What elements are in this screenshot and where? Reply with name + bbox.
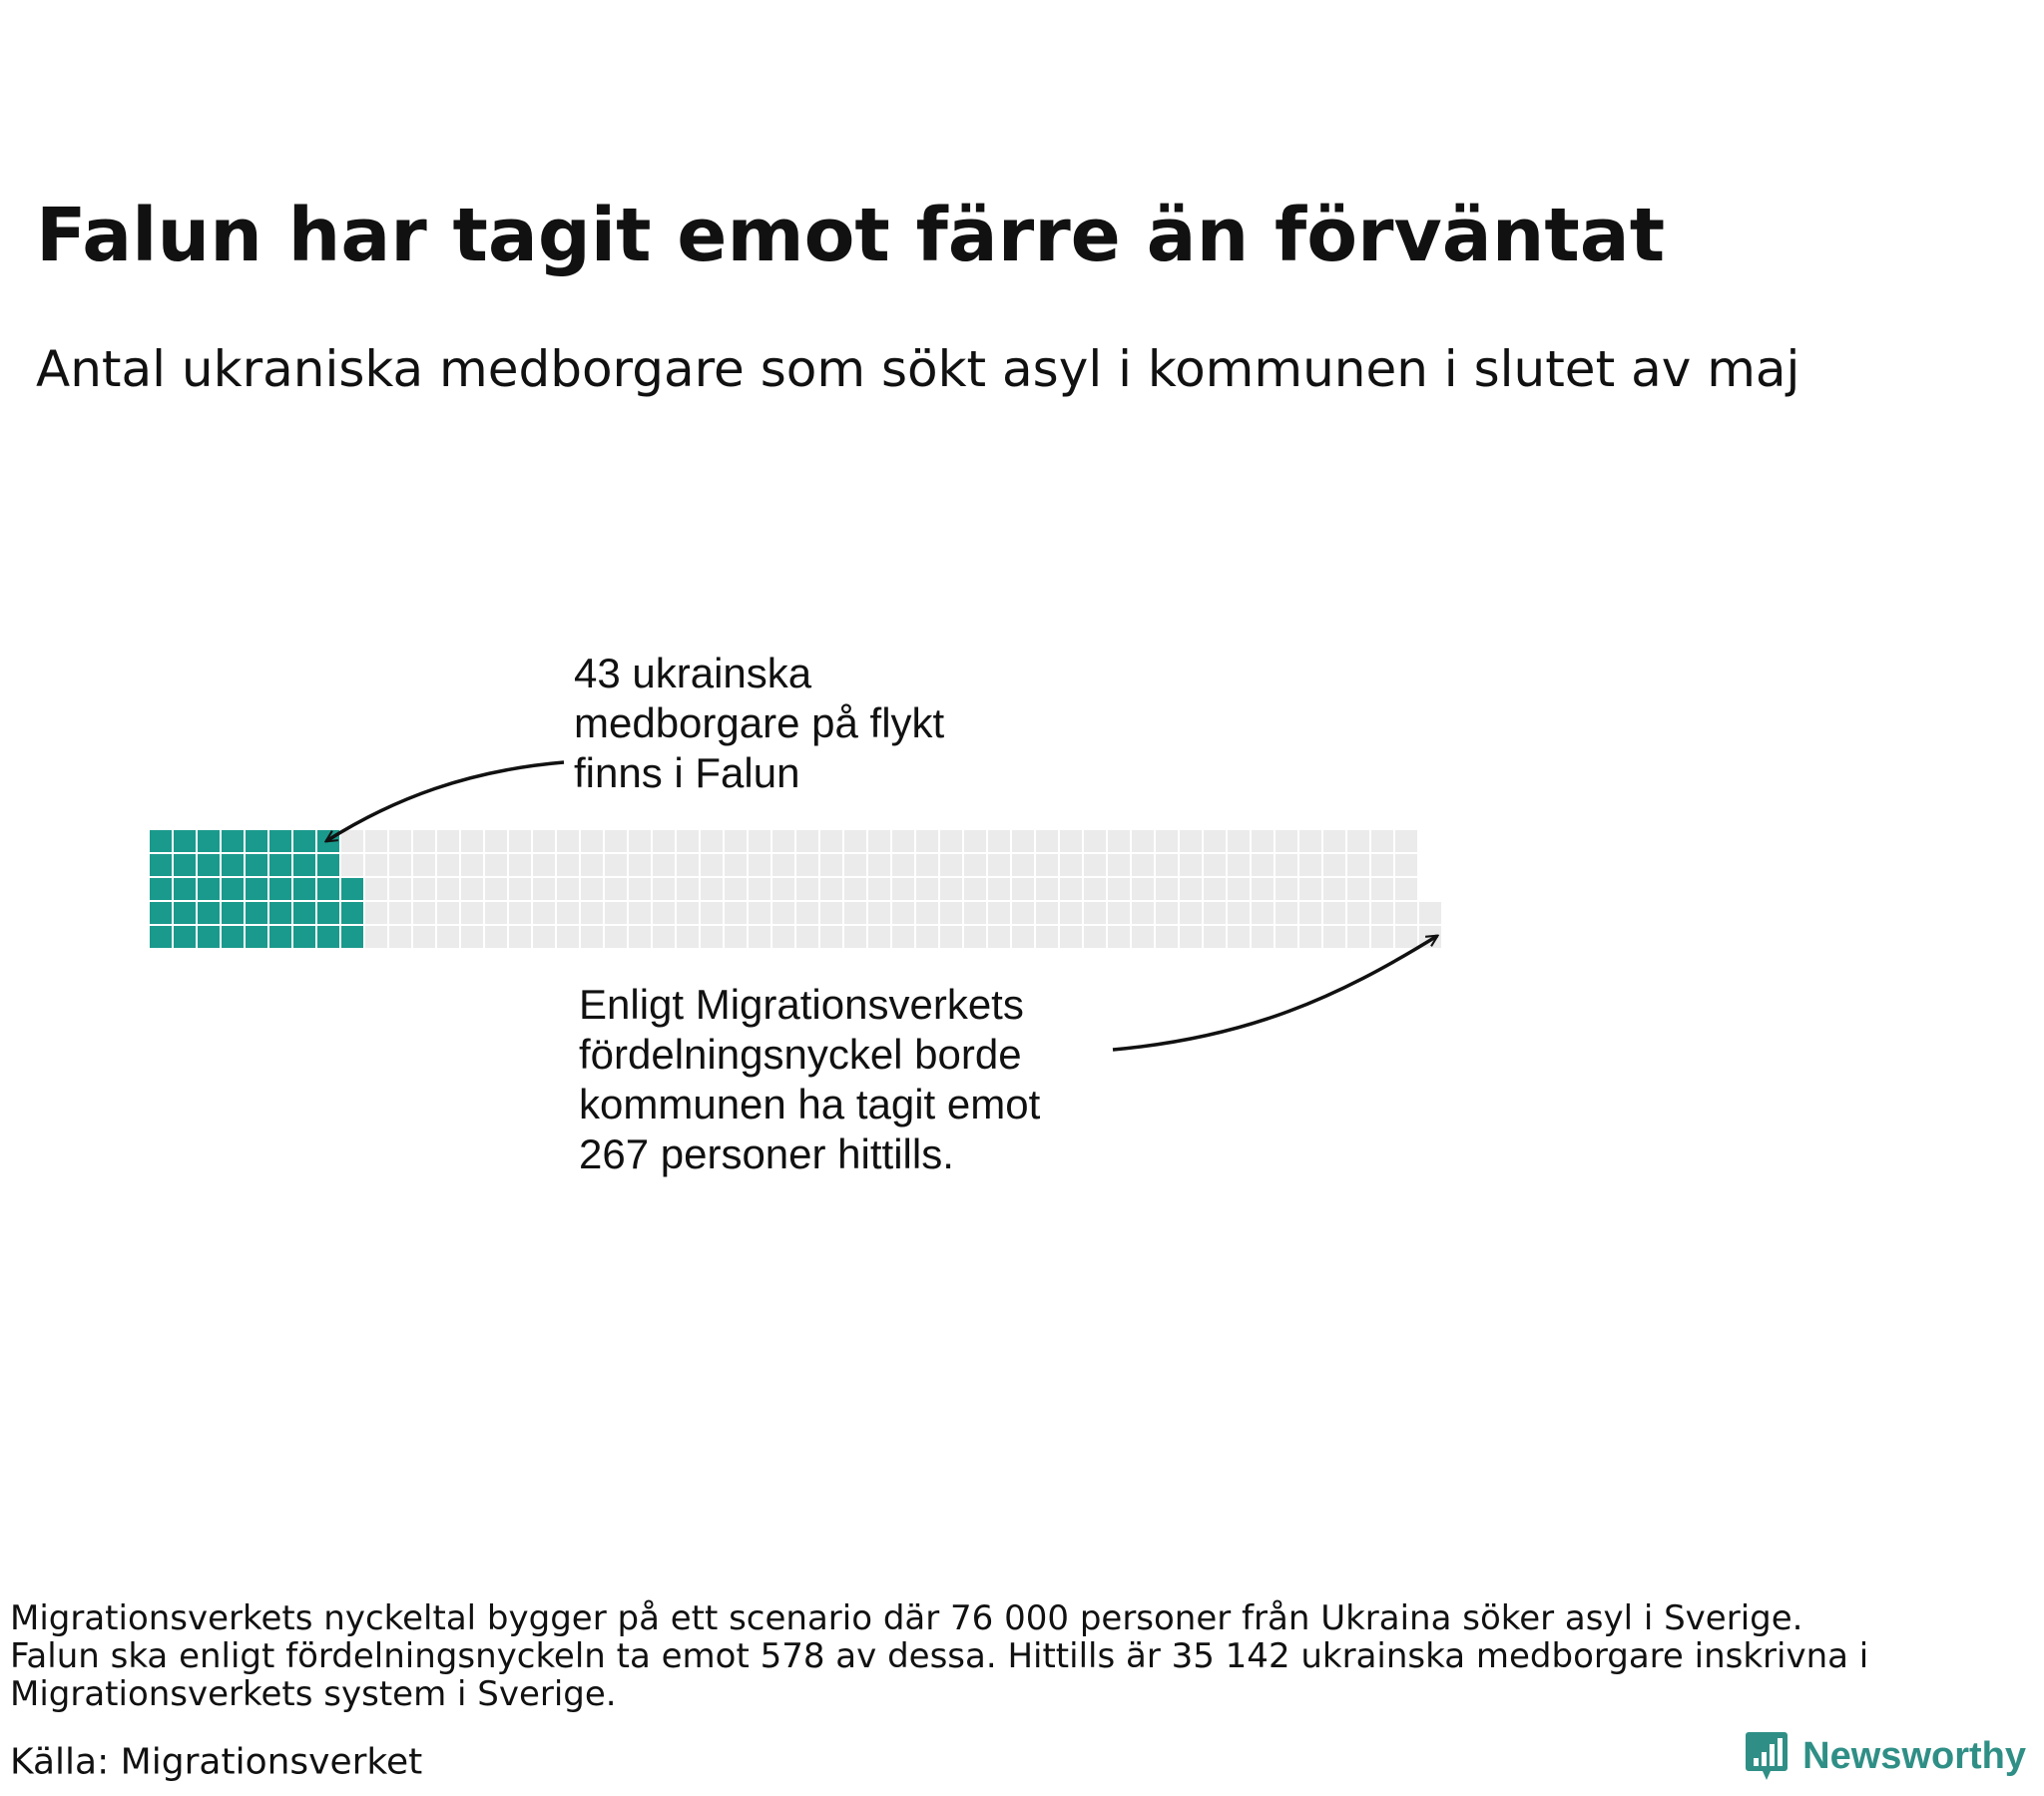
waffle-cell-remaining: [1299, 902, 1321, 924]
waffle-cell-actual: [269, 926, 291, 948]
waffle-cell-remaining: [1347, 878, 1369, 900]
waffle-cell-remaining: [509, 878, 531, 900]
waffle-cell-remaining: [916, 902, 938, 924]
waffle-cell-remaining: [629, 926, 651, 948]
waffle-cell-remaining: [605, 926, 627, 948]
waffle-cell-remaining: [389, 902, 411, 924]
waffle-cell-remaining: [701, 878, 723, 900]
waffle-cells: [150, 830, 1441, 948]
waffle-cell-actual: [222, 902, 244, 924]
waffle-cell-remaining: [1395, 926, 1417, 948]
waffle-cell-remaining: [1204, 902, 1226, 924]
waffle-cell-remaining: [892, 902, 914, 924]
waffle-cell-remaining: [533, 902, 555, 924]
waffle-cell-remaining: [844, 854, 866, 876]
waffle-cell-remaining: [1156, 854, 1178, 876]
waffle-cell-remaining: [1156, 902, 1178, 924]
waffle-cell-remaining: [868, 830, 890, 852]
waffle-cell-remaining: [581, 926, 603, 948]
waffle-cell-remaining: [413, 854, 435, 876]
waffle-cell-remaining: [1084, 878, 1106, 900]
waffle-cell-remaining: [557, 878, 579, 900]
waffle-cell-remaining: [772, 926, 794, 948]
source-note: Källa: Migrationsverket: [10, 1741, 423, 1783]
waffle-cell-actual: [269, 902, 291, 924]
waffle-cell-remaining: [725, 926, 747, 948]
waffle-cell-actual: [317, 854, 339, 876]
waffle-cell-remaining: [653, 830, 675, 852]
waffle-cell-remaining: [701, 926, 723, 948]
waffle-cell-remaining: [964, 926, 986, 948]
annotation-line: 43 ukrainska: [574, 650, 812, 696]
waffle-cell-remaining: [389, 926, 411, 948]
waffle-cell-remaining: [581, 902, 603, 924]
waffle-cell-actual: [150, 878, 172, 900]
waffle-cell-remaining: [1180, 926, 1202, 948]
waffle-cell-actual: [246, 878, 267, 900]
waffle-cell-remaining: [341, 830, 363, 852]
waffle-cell-remaining: [461, 878, 483, 900]
waffle-cell-remaining: [940, 878, 962, 900]
waffle-cell-remaining: [1108, 854, 1130, 876]
waffle-cell-actual: [246, 926, 267, 948]
waffle-cell-remaining: [485, 830, 507, 852]
waffle-cell-remaining: [1204, 878, 1226, 900]
waffle-cell-remaining: [1419, 902, 1441, 924]
waffle-cell-remaining: [1012, 926, 1034, 948]
waffle-cell-remaining: [1036, 878, 1058, 900]
waffle-cell-remaining: [1252, 854, 1274, 876]
waffle-cell-remaining: [1036, 926, 1058, 948]
brand-logo: [1745, 1730, 2026, 1782]
waffle-cell-remaining: [365, 830, 387, 852]
waffle-cell-remaining: [1132, 926, 1154, 948]
waffle-cell-remaining: [820, 854, 842, 876]
waffle-cell-remaining: [1012, 830, 1034, 852]
waffle-cell-actual: [341, 878, 363, 900]
waffle-cell-remaining: [1323, 830, 1345, 852]
waffle-cell-remaining: [437, 902, 459, 924]
waffle-cell-remaining: [1060, 926, 1082, 948]
waffle-cell-remaining: [1276, 854, 1297, 876]
waffle-cell-remaining: [485, 878, 507, 900]
waffle-cell-remaining: [772, 902, 794, 924]
waffle-cell-remaining: [1156, 926, 1178, 948]
waffle-cell-actual: [150, 926, 172, 948]
waffle-cell-remaining: [868, 902, 890, 924]
waffle-cell-remaining: [1371, 878, 1393, 900]
waffle-cell-remaining: [1276, 830, 1297, 852]
waffle-cell-actual: [198, 854, 220, 876]
waffle-cell-actual: [246, 902, 267, 924]
waffle-cell-actual: [317, 926, 339, 948]
waffle-cell-actual: [317, 902, 339, 924]
waffle-cell-remaining: [988, 854, 1010, 876]
waffle-cell-remaining: [1347, 926, 1369, 948]
annotation-line: finns i Falun: [574, 749, 800, 796]
waffle-cell-remaining: [1347, 830, 1369, 852]
waffle-cell-remaining: [1084, 854, 1106, 876]
waffle-cell-remaining: [581, 878, 603, 900]
waffle-cell-remaining: [1036, 854, 1058, 876]
waffle-cell-remaining: [725, 878, 747, 900]
waffle-cell-remaining: [677, 854, 699, 876]
waffle-cell-remaining: [940, 830, 962, 852]
annotation-actual: [574, 649, 944, 798]
waffle-cell-remaining: [1252, 878, 1274, 900]
waffle-cell-actual: [341, 926, 363, 948]
waffle-cell-remaining: [772, 878, 794, 900]
waffle-cell-remaining: [629, 830, 651, 852]
chart-subtitle: Antal ukraniska medborgare som sökt asyl i kommunen i slutet av maj: [36, 340, 1800, 398]
annotation-line: 267 personer hittills.: [579, 1130, 954, 1177]
waffle-cell-remaining: [868, 878, 890, 900]
waffle-cell-remaining: [1252, 830, 1274, 852]
waffle-cell-remaining: [1395, 878, 1417, 900]
waffle-cell-actual: [198, 830, 220, 852]
waffle-cell-actual: [222, 854, 244, 876]
waffle-cell-remaining: [772, 854, 794, 876]
waffle-cell-actual: [317, 878, 339, 900]
waffle-cell-remaining: [749, 830, 770, 852]
waffle-cell-remaining: [461, 830, 483, 852]
waffle-cell-remaining: [509, 854, 531, 876]
waffle-cell-remaining: [820, 878, 842, 900]
waffle-cell-remaining: [892, 854, 914, 876]
waffle-cell-remaining: [461, 902, 483, 924]
waffle-cell-remaining: [1060, 878, 1082, 900]
waffle-cell-remaining: [892, 878, 914, 900]
waffle-cell-remaining: [988, 878, 1010, 900]
waffle-cell-remaining: [1395, 830, 1417, 852]
waffle-cell-remaining: [389, 830, 411, 852]
waffle-cell-actual: [174, 926, 196, 948]
waffle-cell-remaining: [868, 926, 890, 948]
waffle-cell-remaining: [988, 902, 1010, 924]
waffle-cell-remaining: [437, 878, 459, 900]
waffle-cell-remaining: [1204, 830, 1226, 852]
waffle-cell-remaining: [749, 926, 770, 948]
waffle-cell-remaining: [1228, 854, 1250, 876]
waffle-cell-remaining: [701, 854, 723, 876]
waffle-cell-remaining: [1204, 926, 1226, 948]
waffle-cell-remaining: [653, 854, 675, 876]
waffle-cell-remaining: [605, 878, 627, 900]
annotation-line: kommunen ha tagit emot: [579, 1081, 1041, 1127]
waffle-cell-remaining: [1084, 926, 1106, 948]
waffle-cell-remaining: [437, 830, 459, 852]
waffle-cell-remaining: [437, 854, 459, 876]
waffle-cell-remaining: [1180, 902, 1202, 924]
waffle-cell-remaining: [725, 830, 747, 852]
annotation-line: Enligt Migrationsverkets: [579, 981, 1024, 1028]
waffle-cell-remaining: [365, 902, 387, 924]
waffle-cell-remaining: [701, 830, 723, 852]
waffle-cell-remaining: [1012, 902, 1034, 924]
waffle-cell-remaining: [1371, 902, 1393, 924]
waffle-cell-remaining: [1108, 926, 1130, 948]
waffle-cell-remaining: [533, 926, 555, 948]
waffle-cell-remaining: [964, 854, 986, 876]
waffle-cell-remaining: [1323, 926, 1345, 948]
waffle-cell-remaining: [365, 878, 387, 900]
waffle-cell-remaining: [485, 926, 507, 948]
waffle-cell-remaining: [1132, 854, 1154, 876]
waffle-cell-remaining: [1276, 902, 1297, 924]
waffle-cell-remaining: [940, 902, 962, 924]
waffle-cell-actual: [174, 854, 196, 876]
waffle-cell-remaining: [1371, 854, 1393, 876]
waffle-cell-remaining: [485, 902, 507, 924]
chart-title: Falun har tagit emot färre än förväntat: [36, 193, 1666, 278]
waffle-cell-actual: [150, 830, 172, 852]
waffle-cell-remaining: [964, 902, 986, 924]
brand-name: Newsworthy: [1802, 1734, 2026, 1777]
waffle-cell-actual: [246, 830, 267, 852]
waffle-cell-remaining: [341, 854, 363, 876]
waffle-cell-remaining: [1323, 878, 1345, 900]
waffle-cell-remaining: [1228, 902, 1250, 924]
waffle-cell-remaining: [988, 830, 1010, 852]
waffle-cell-remaining: [1371, 830, 1393, 852]
waffle-cell-remaining: [485, 854, 507, 876]
waffle-cell-remaining: [365, 854, 387, 876]
waffle-cell-remaining: [1299, 830, 1321, 852]
waffle-cell-remaining: [820, 830, 842, 852]
waffle-cell-remaining: [413, 878, 435, 900]
waffle-cell-remaining: [796, 926, 818, 948]
waffle-cell-remaining: [796, 854, 818, 876]
waffle-cell-remaining: [1132, 830, 1154, 852]
waffle-cell-remaining: [1252, 902, 1274, 924]
waffle-cell-remaining: [1228, 830, 1250, 852]
waffle-cell-remaining: [677, 902, 699, 924]
footnote: [10, 1599, 2026, 1713]
waffle-cell-remaining: [1276, 926, 1297, 948]
waffle-cell-remaining: [1347, 854, 1369, 876]
waffle-cell-remaining: [940, 926, 962, 948]
waffle-cell-remaining: [1084, 902, 1106, 924]
waffle-cell-remaining: [533, 878, 555, 900]
waffle-cell-remaining: [940, 854, 962, 876]
waffle-cell-remaining: [868, 854, 890, 876]
waffle-cell-actual: [222, 830, 244, 852]
waffle-cell-remaining: [1180, 830, 1202, 852]
waffle-cell-remaining: [1036, 830, 1058, 852]
waffle-cell-actual: [198, 926, 220, 948]
waffle-cell-actual: [222, 926, 244, 948]
waffle-cell-remaining: [796, 830, 818, 852]
waffle-cell-remaining: [677, 926, 699, 948]
waffle-cell-remaining: [413, 902, 435, 924]
waffle-cell-actual: [341, 902, 363, 924]
annotation-line: medborgare på flykt: [574, 699, 945, 746]
waffle-cell-remaining: [916, 878, 938, 900]
waffle-cell-remaining: [1084, 830, 1106, 852]
waffle-cell-remaining: [1299, 878, 1321, 900]
waffle-cell-actual: [269, 830, 291, 852]
waffle-cell-remaining: [629, 878, 651, 900]
waffle-cell-remaining: [964, 830, 986, 852]
waffle-cell-actual: [293, 878, 315, 900]
waffle-cell-actual: [293, 902, 315, 924]
waffle-cell-remaining: [964, 878, 986, 900]
waffle-cell-remaining: [844, 878, 866, 900]
waffle-cell-remaining: [653, 878, 675, 900]
footnote-line: Migrationsverkets system i Sverige.: [10, 1674, 617, 1714]
waffle-cell-remaining: [1276, 878, 1297, 900]
waffle-cell-remaining: [461, 926, 483, 948]
waffle-cell-remaining: [1012, 854, 1034, 876]
waffle-cell-remaining: [557, 926, 579, 948]
waffle-cell-remaining: [1252, 926, 1274, 948]
waffle-cell-remaining: [677, 830, 699, 852]
waffle-cell-remaining: [605, 854, 627, 876]
waffle-cell-remaining: [1108, 902, 1130, 924]
annotation-expected: [579, 980, 1040, 1179]
waffle-cell-actual: [222, 878, 244, 900]
waffle-cell-remaining: [629, 902, 651, 924]
waffle-cell-actual: [174, 902, 196, 924]
waffle-cell-remaining: [413, 830, 435, 852]
annotation-line: fördelningsnyckel borde: [579, 1031, 1022, 1078]
waffle-cell-actual: [269, 878, 291, 900]
waffle-cell-actual: [150, 854, 172, 876]
waffle-cell-remaining: [916, 830, 938, 852]
waffle-cell-remaining: [1060, 830, 1082, 852]
waffle-cell-remaining: [605, 830, 627, 852]
waffle-cell-remaining: [1371, 926, 1393, 948]
waffle-cell-remaining: [605, 902, 627, 924]
waffle-cell-actual: [150, 902, 172, 924]
waffle-cell-remaining: [629, 854, 651, 876]
waffle-cell-remaining: [461, 854, 483, 876]
waffle-cell-actual: [198, 878, 220, 900]
waffle-cell-remaining: [1323, 902, 1345, 924]
waffle-cell-remaining: [1180, 878, 1202, 900]
waffle-cell-actual: [293, 830, 315, 852]
waffle-cell-remaining: [365, 926, 387, 948]
waffle-cell-remaining: [557, 902, 579, 924]
waffle-cell-remaining: [701, 902, 723, 924]
waffle-cell-remaining: [844, 902, 866, 924]
waffle-cell-remaining: [533, 854, 555, 876]
waffle-cell-actual: [174, 878, 196, 900]
waffle-cell-remaining: [725, 902, 747, 924]
waffle-cell-remaining: [509, 830, 531, 852]
waffle-cell-remaining: [677, 878, 699, 900]
waffle-cell-remaining: [725, 854, 747, 876]
arrow-actual: [326, 762, 564, 841]
waffle-cell-remaining: [1156, 830, 1178, 852]
waffle-cell-remaining: [1395, 854, 1417, 876]
waffle-cell-remaining: [820, 926, 842, 948]
waffle-cell-remaining: [653, 902, 675, 924]
waffle-cell-remaining: [389, 878, 411, 900]
waffle-cell-remaining: [1180, 854, 1202, 876]
waffle-cell-actual: [293, 854, 315, 876]
waffle-cell-actual: [246, 854, 267, 876]
waffle-cell-remaining: [749, 902, 770, 924]
waffle-cell-remaining: [389, 854, 411, 876]
waffle-cell-remaining: [892, 830, 914, 852]
waffle-cell-remaining: [1228, 878, 1250, 900]
waffle-cell-remaining: [653, 926, 675, 948]
waffle-cell-remaining: [796, 878, 818, 900]
waffle-cell-remaining: [820, 902, 842, 924]
waffle-cell-remaining: [509, 902, 531, 924]
waffle-cell-remaining: [533, 830, 555, 852]
waffle-cell-remaining: [844, 926, 866, 948]
arrow-expected: [1113, 936, 1437, 1050]
waffle-cell-remaining: [557, 830, 579, 852]
waffle-cell-remaining: [1060, 854, 1082, 876]
waffle-cell-actual: [269, 854, 291, 876]
waffle-cell-remaining: [1108, 830, 1130, 852]
waffle-cell-remaining: [916, 854, 938, 876]
waffle-cell-actual: [293, 926, 315, 948]
waffle-cell-remaining: [749, 878, 770, 900]
waffle-cell-remaining: [988, 926, 1010, 948]
waffle-cell-remaining: [1012, 878, 1034, 900]
waffle-cell-remaining: [1132, 878, 1154, 900]
bar-chart-speech-bubble-icon: [1745, 1730, 1788, 1782]
waffle-cell-remaining: [581, 830, 603, 852]
waffle-cell-remaining: [796, 902, 818, 924]
waffle-cell-remaining: [772, 830, 794, 852]
waffle-cell-remaining: [509, 926, 531, 948]
waffle-cell-actual: [174, 830, 196, 852]
waffle-cell-remaining: [413, 926, 435, 948]
waffle-cell-remaining: [1156, 878, 1178, 900]
waffle-cell-remaining: [1132, 902, 1154, 924]
waffle-cell-remaining: [1395, 902, 1417, 924]
waffle-cell-remaining: [437, 926, 459, 948]
waffle-cell-remaining: [749, 854, 770, 876]
waffle-cell-remaining: [1323, 854, 1345, 876]
waffle-cell-remaining: [916, 926, 938, 948]
waffle-cell-remaining: [1204, 854, 1226, 876]
waffle-cell-remaining: [581, 854, 603, 876]
footnote-line: Falun ska enligt fördelningsnyckeln ta emot 578 av dessa. Hittills är 35 142 ukrainska medborgare inskrivna i: [10, 1636, 1869, 1676]
waffle-cell-remaining: [1036, 902, 1058, 924]
waffle-cell-remaining: [1060, 902, 1082, 924]
waffle-cell-remaining: [1299, 854, 1321, 876]
waffle-cell-remaining: [557, 854, 579, 876]
waffle-cell-remaining: [1228, 926, 1250, 948]
waffle-cell-remaining: [1299, 926, 1321, 948]
waffle-cell-remaining: [1347, 902, 1369, 924]
waffle-cell-remaining: [1108, 878, 1130, 900]
footnote-line: Migrationsverkets nyckeltal bygger på ett scenario där 76 000 personer från Ukraina söker asyl i Sverige.: [10, 1598, 1803, 1638]
waffle-cell-actual: [198, 902, 220, 924]
waffle-cell-remaining: [892, 926, 914, 948]
waffle-cell-remaining: [844, 830, 866, 852]
